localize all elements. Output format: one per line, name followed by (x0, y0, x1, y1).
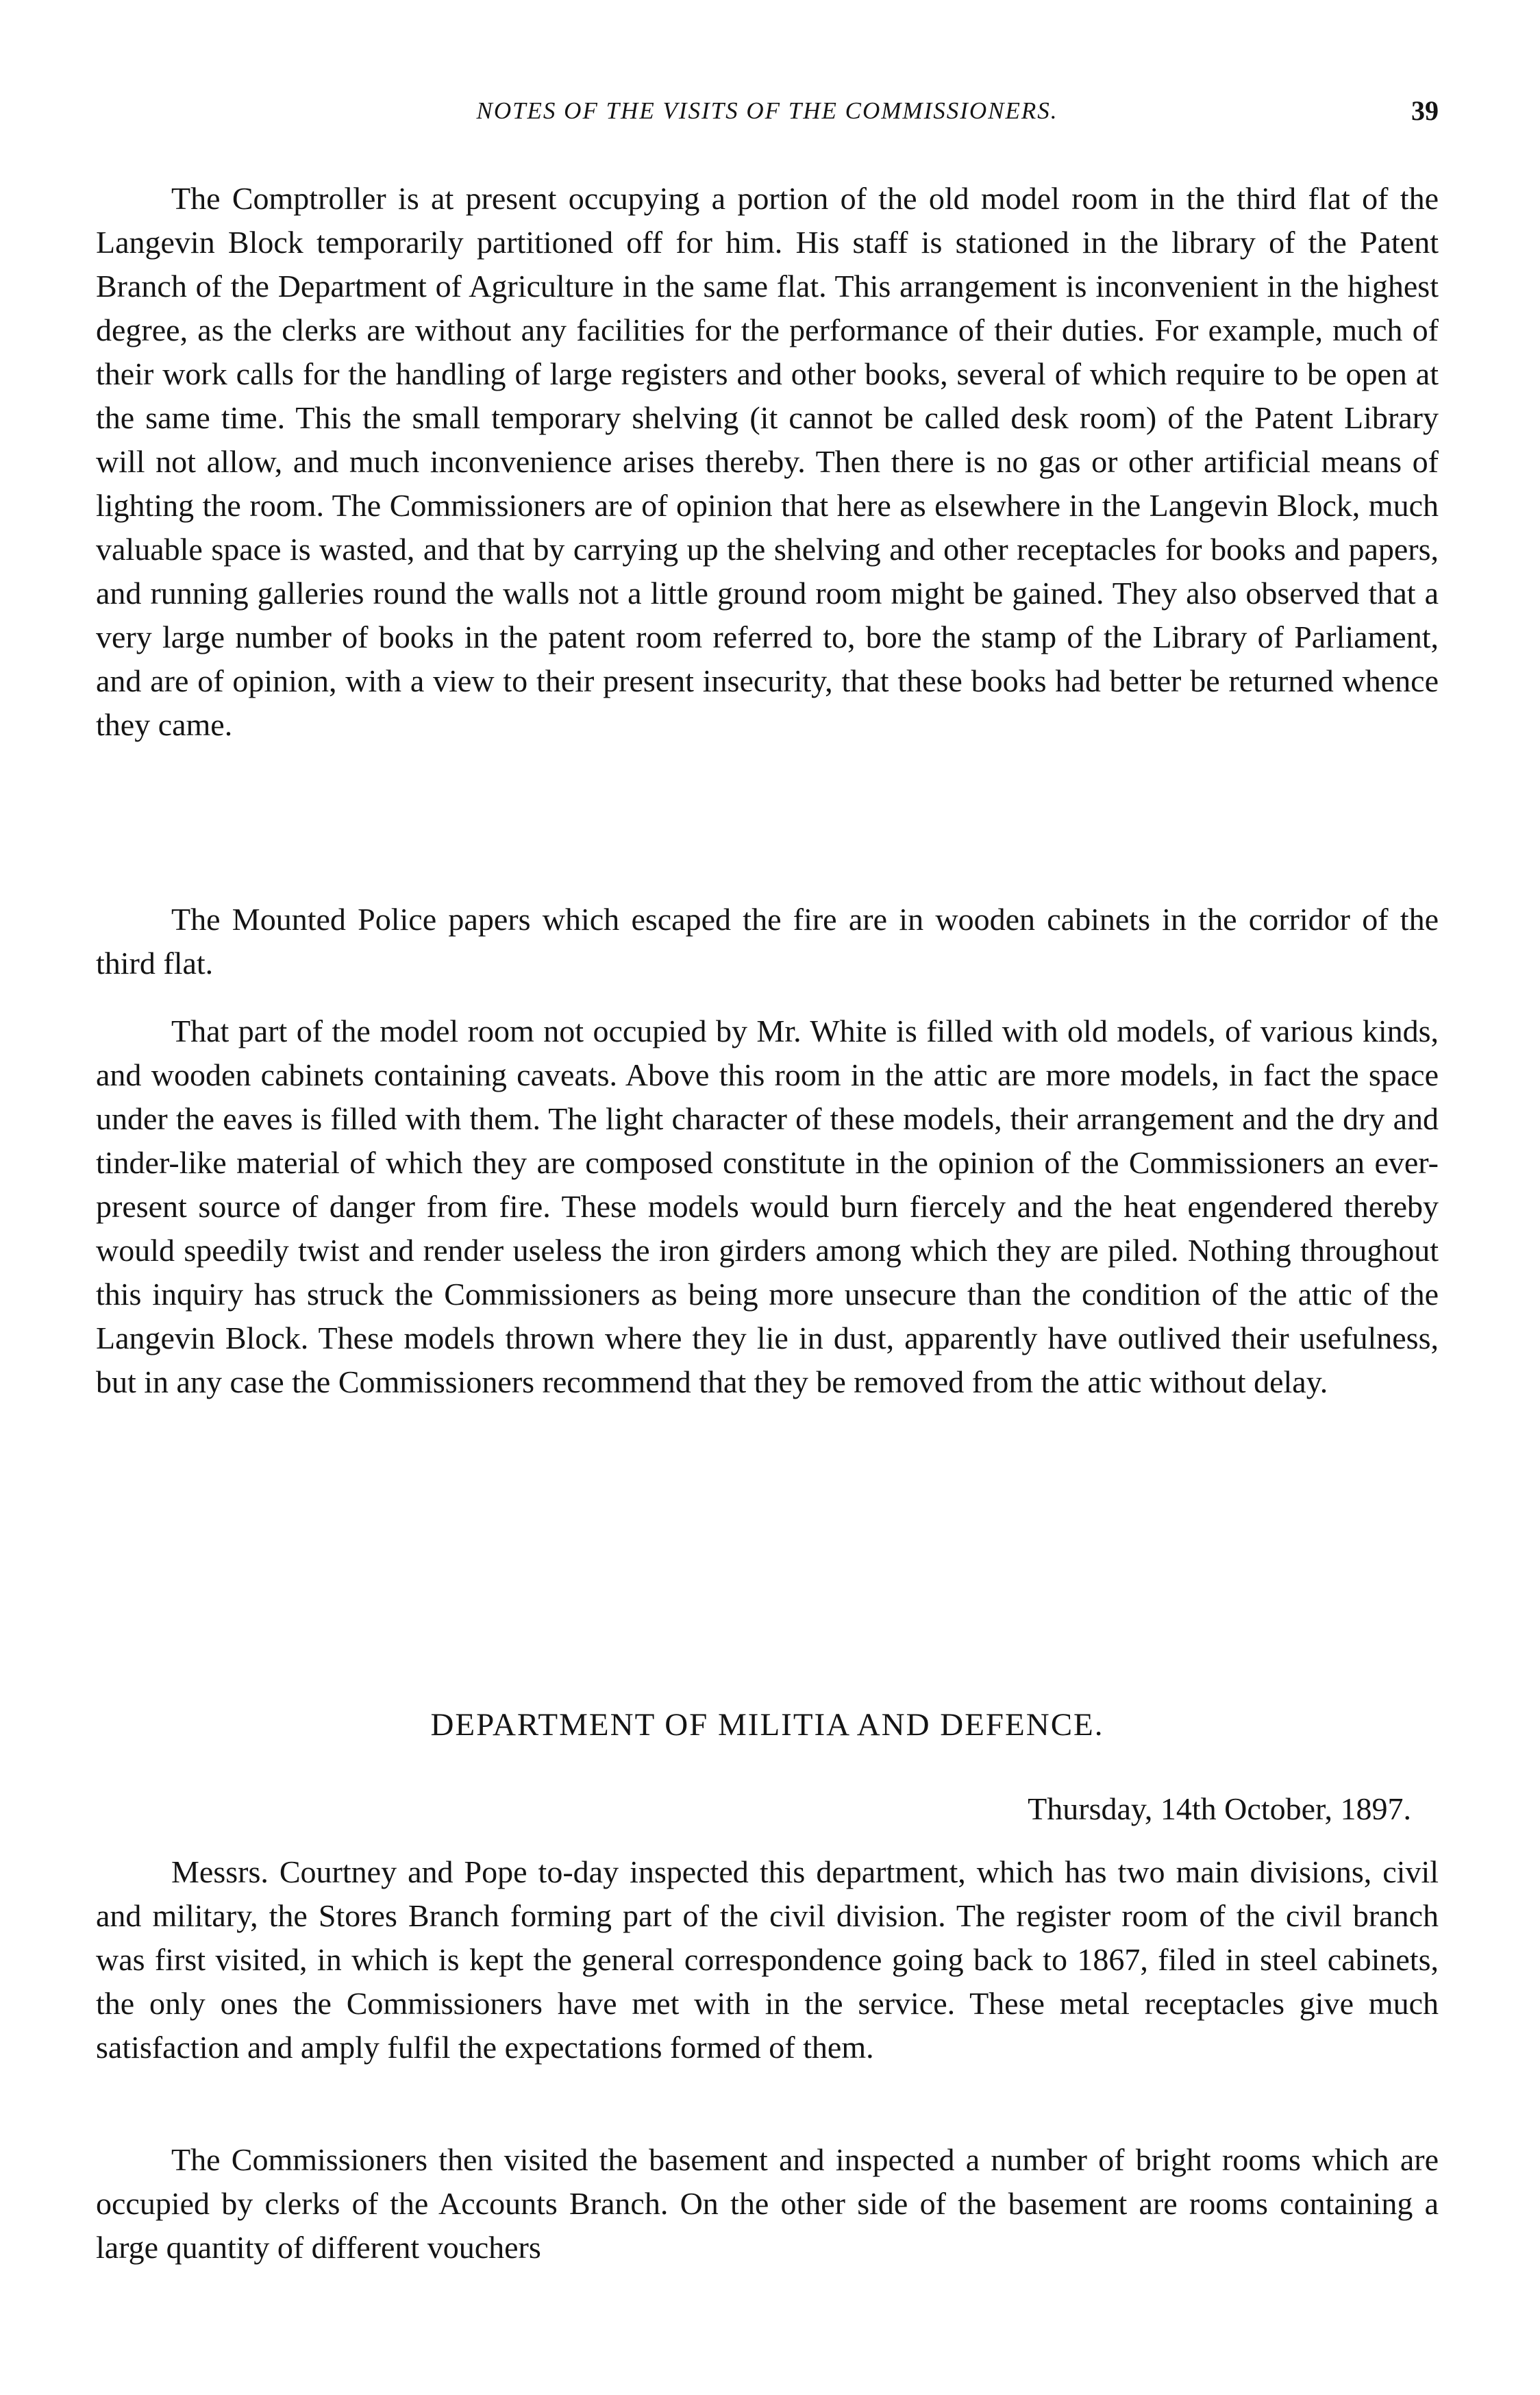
section-heading: DEPARTMENT OF MILITIA AND DEFENCE. (430, 1707, 1104, 1743)
running-title: NOTES OF THE VISITS OF THE COMMISSIONERS. (476, 97, 1058, 124)
document-page (96, 0, 1439, 2395)
running-header (96, 90, 1439, 138)
paragraph-basement-visit: The Commissioners then visited the basement and inspected a number of bright rooms which are occupied by clerks of the Accounts Branch. On the other side of the basement are rooms containing a large quantity of different vouchers (96, 2142, 1439, 2265)
paragraph-mounted-police-papers: The Mounted Police papers which escaped the fire are in wooden cabinets in the corridor of the third flat. (96, 902, 1439, 981)
paragraph-militia-inspection: Messrs. Courtney and Pope to-day inspected this department, which has two main divisions, civil and military, the Stores Branch forming part of the civil division. The register room of the civil branch was first visited, in which is kept the general correspondence going back to 1867, filed in steel cabinets, the only ones the Commissioners have met with in the service. These metal receptacles give much satisfaction and amply fulfil the expectations formed of them. (96, 1854, 1439, 2065)
paragraph-comptroller-office: The Comptroller is at present occupying a portion of the old model room in the third flat of the Langevin Block temporarily partitioned off for him. His staff is stationed in the library of the Patent Branch of the Department of Agriculture in the same flat. This arrangement is inconvenient in the highest degree, as the clerks are without any facilities for the performance of their duties. For example, much of their work calls for the handling of large registers and other books, several of which require to be open at the same time. This the small temporary shelving (it cannot be called desk room) of the Patent Library will not allow, and much inconvenience arises thereby. Then there is no gas or other artificial means of lighting the room. The Commissioners are of opinion that here as elsewhere in the Langevin Block, much valuable space is wasted, and that by carrying up the shelving and other receptacles for books and papers, and running galleries round the walls not a little ground room might be gained. They also observed that a very large number of books in the patent room referred to, bore the stamp of the Library of Parliament, and are of opinion, with a view to their present insecurity, that these books had better be returned whence they came. (96, 181, 1439, 742)
page-number: 39 (1411, 95, 1439, 126)
paragraph-model-room: That part of the model room not occupied by Mr. White is filled with old models, of various kinds, and wooden cabinets containing caveats. Above this room in the attic are more models, in fact the space under the eaves is filled with them. The light character of these models, their arrangement and the dry and tinder-like material of which they are composed constitute in the opinion of the Commissioners an ever-present source of danger from fire. These models would burn fiercely and the heat engendered thereby would speedily twist and render useless the iron girders among which they are piled. Nothing throughout this inquiry has struck the Commissioners as being more unsecure than the condition of the attic of the Langevin Block. These models thrown where they lie in dust, apparently have outlived their usefulness, but in any case the Commissioners recommend that they be removed from the attic without delay. (96, 1014, 1439, 1399)
visit-date: Thursday, 14th October, 1897. (1028, 1791, 1411, 1826)
